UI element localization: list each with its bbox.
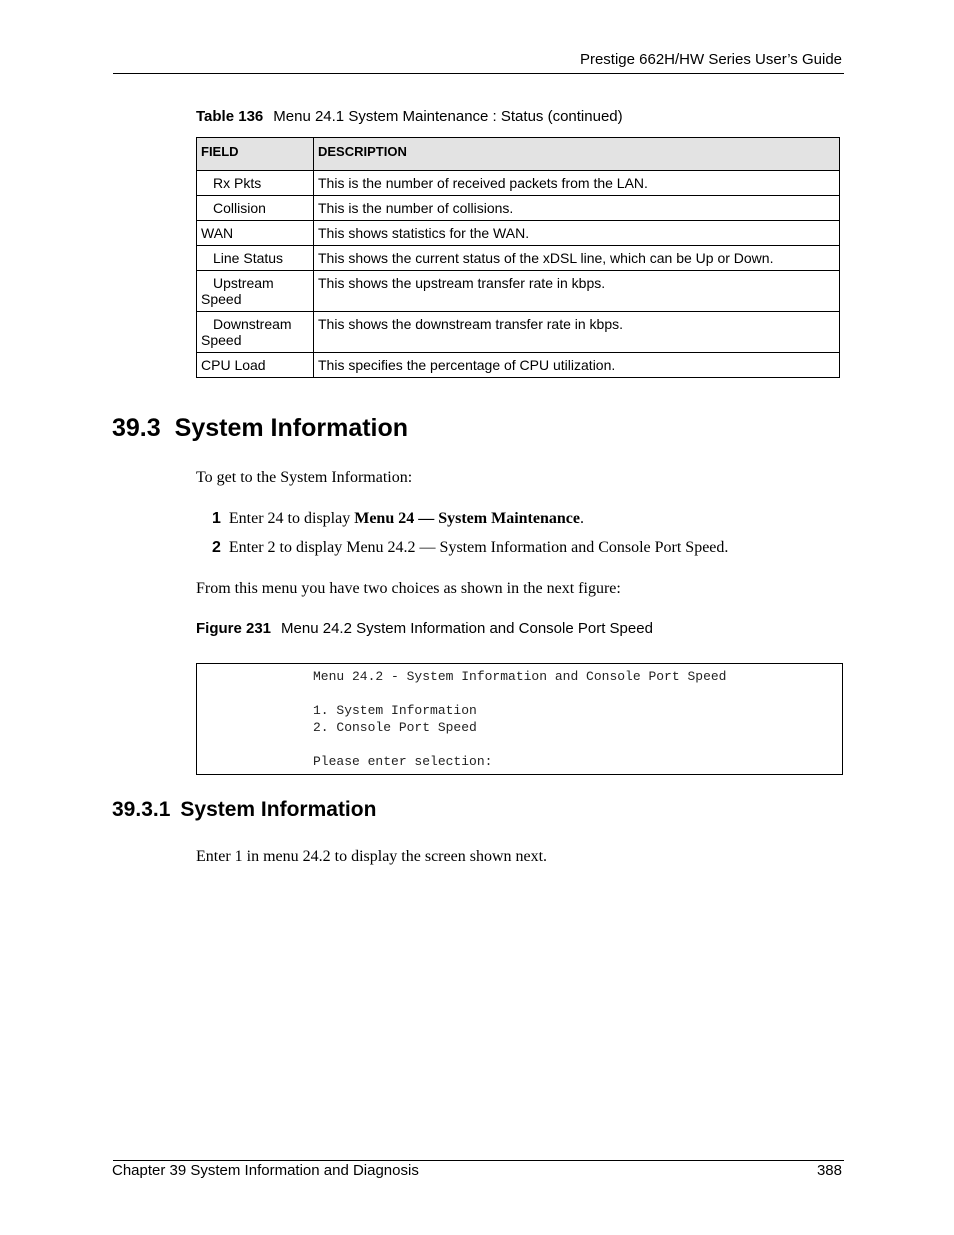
field-cell [197,312,314,353]
description-cell: This shows statistics for the WAN. [314,221,840,246]
field-cell: Collision [213,200,266,216]
description-cell: This is the number of received packets from the LAN. [314,171,840,196]
step-text: Enter 24 to display [228,510,355,527]
intro-paragraph: To get to the System Information: [196,469,413,486]
field-cell-line2: Speed [201,332,242,348]
step-menu-name: Menu 24 — System Maintenance [354,510,580,527]
table-row [197,246,840,271]
field-cell: Line Status [213,250,284,266]
section-title: System Information [174,414,409,442]
section-heading [112,414,408,443]
figure-caption-text: Menu 24.2 System Information and Console Port Speed [281,620,653,637]
subsection-title: System Information [180,798,377,821]
step-1 [212,510,584,528]
table-row [197,271,840,312]
table-row [197,353,840,378]
field-cell-line1: Upstream [213,275,274,291]
table-row [197,221,840,246]
field-cell [197,271,314,312]
table-row [197,312,840,353]
table-row [197,171,840,196]
step-number: 1 [212,510,221,527]
subsection-paragraph: Enter 1 in menu 24.2 to display the screen shown next. [196,848,548,865]
subsection-heading [112,798,376,822]
running-header: Prestige 662H/HW Series User’s Guide [579,51,842,68]
header-rule [113,73,844,74]
table-row [197,196,840,221]
step-text: Enter 2 to display Menu 24.2 — System Information and Console Port Speed. [228,539,729,556]
section-number: 39.3 [112,414,161,442]
screen-option-2: 2. Console Port Speed [313,720,477,735]
screen-menu-title: Menu 24.2 - System Information and Console Port Speed [313,669,727,684]
description-cell: This shows the upstream transfer rate in kbps. [314,271,840,312]
footer-chapter: Chapter 39 System Information and Diagnosis [112,1162,419,1179]
page-number: 388 [816,1162,842,1179]
table-header-row [197,138,840,171]
field-cell: CPU Load [197,353,314,378]
screen-option-1: 1. System Information [313,703,477,718]
description-cell: This shows the downstream transfer rate in kbps. [314,312,840,353]
screen-prompt: Please enter selection: [313,754,493,769]
column-header-description: DESCRIPTION [314,138,840,171]
description-cell: This shows the current status of the xDSL line, which can be Up or Down. [314,246,840,271]
figure-label: Figure 231 [196,620,272,637]
field-cell-line1: Downstream [213,316,292,332]
step-text-end: . [579,510,584,527]
field-cell: WAN [197,221,314,246]
field-cell: Rx Pkts [213,175,262,191]
column-header-field: FIELD [197,138,314,171]
choices-paragraph: From this menu you have two choices as shown in the next figure: [196,580,621,597]
table-caption-text: Menu 24.1 System Maintenance : Status (continued) [273,108,623,125]
description-cell: This specifies the percentage of CPU utilization. [314,353,840,378]
footer-rule [113,1160,844,1161]
subsection-number: 39.3.1 [112,798,171,821]
field-cell-line2: Speed [201,291,242,307]
figure-caption [196,620,653,637]
status-table [196,137,840,378]
description-cell: This is the number of collisions. [314,196,840,221]
table-caption [196,108,623,125]
table-caption-label: Table 136 [196,108,264,125]
step-2 [212,539,728,557]
step-number: 2 [212,539,221,556]
menu-screen-figure [196,663,843,775]
